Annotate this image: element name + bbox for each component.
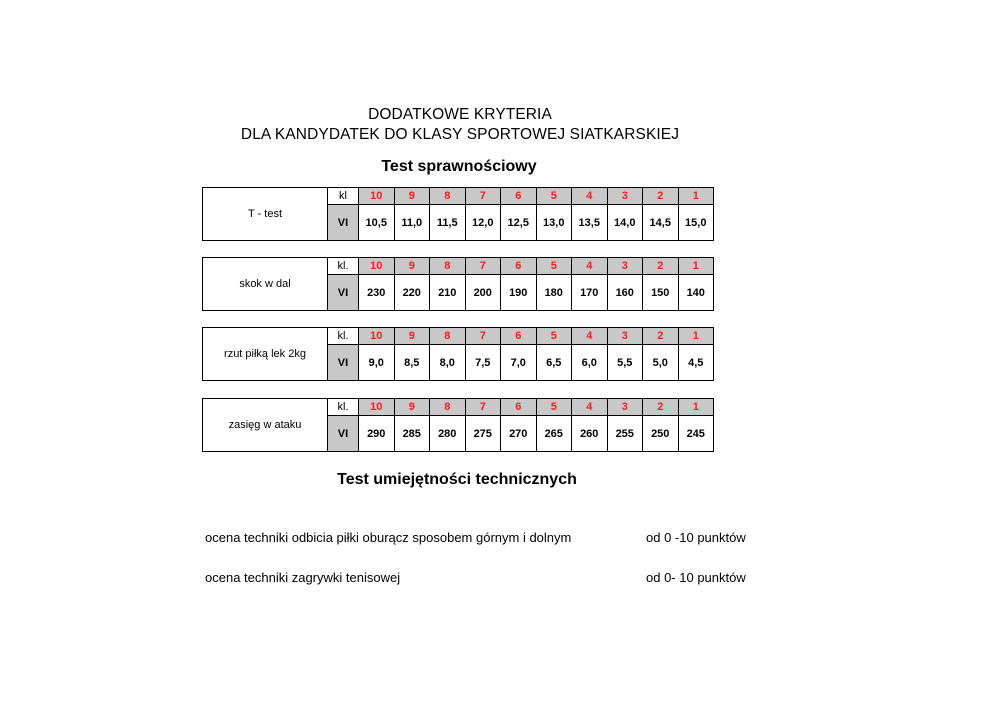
score-cell: 3 — [607, 258, 643, 275]
score-cell: 7 — [465, 188, 501, 205]
threshold-value: 290 — [359, 416, 395, 452]
score-cell: 4 — [572, 188, 608, 205]
score-cell: 4 — [572, 399, 608, 416]
threshold-value: 13,5 — [572, 205, 608, 241]
threshold-value: 200 — [465, 275, 501, 311]
test-name: rzut piłką lek 2kg — [203, 328, 328, 381]
score-cell: 2 — [643, 188, 679, 205]
test-table-rzut-pilka — [202, 327, 714, 381]
threshold-value: 275 — [465, 416, 501, 452]
score-cell: 4 — [572, 258, 608, 275]
score-cell: 10 — [359, 399, 395, 416]
score-cell: 1 — [678, 328, 714, 345]
score-cell: 6 — [501, 328, 537, 345]
test-name: T - test — [203, 188, 328, 241]
class-value: VI — [328, 416, 359, 452]
score-cell: 9 — [394, 188, 430, 205]
class-header: kl. — [328, 258, 359, 275]
threshold-value: 5,0 — [643, 345, 679, 381]
class-header: kl. — [328, 399, 359, 416]
test-table-skok-w-dal — [202, 257, 714, 311]
threshold-value: 6,5 — [536, 345, 572, 381]
threshold-value: 7,0 — [501, 345, 537, 381]
threshold-value: 180 — [536, 275, 572, 311]
score-cell: 8 — [430, 399, 466, 416]
threshold-value: 210 — [430, 275, 466, 311]
threshold-value: 230 — [359, 275, 395, 311]
test-table-t-test — [202, 187, 714, 241]
score-cell: 8 — [430, 258, 466, 275]
threshold-value: 140 — [678, 275, 714, 311]
threshold-value: 255 — [607, 416, 643, 452]
score-cell: 5 — [536, 258, 572, 275]
threshold-value: 8,5 — [394, 345, 430, 381]
threshold-value: 6,0 — [572, 345, 608, 381]
threshold-value: 170 — [572, 275, 608, 311]
score-cell: 7 — [465, 258, 501, 275]
threshold-value: 270 — [501, 416, 537, 452]
threshold-value: 265 — [536, 416, 572, 452]
class-header: kl — [328, 188, 359, 205]
threshold-value: 12,0 — [465, 205, 501, 241]
threshold-value: 7,5 — [465, 345, 501, 381]
threshold-value: 285 — [394, 416, 430, 452]
class-value: VI — [328, 275, 359, 311]
score-cell: 1 — [678, 258, 714, 275]
skill-criterion-range: od 0 -10 punktów — [646, 530, 746, 545]
class-value: VI — [328, 345, 359, 381]
score-cell: 5 — [536, 188, 572, 205]
threshold-value: 260 — [572, 416, 608, 452]
skill-criterion-range: od 0- 10 punktów — [646, 570, 746, 585]
threshold-value: 13,0 — [536, 205, 572, 241]
skill-criterion-label: ocena techniki odbicia piłki oburącz sposobem górnym i dolnym — [205, 530, 572, 545]
threshold-value: 8,0 — [430, 345, 466, 381]
threshold-value: 190 — [501, 275, 537, 311]
threshold-value: 15,0 — [678, 205, 714, 241]
score-cell: 7 — [465, 399, 501, 416]
score-cell: 7 — [465, 328, 501, 345]
score-cell: 10 — [359, 258, 395, 275]
document-title-line-1: DODATKOWE KRYTERIA — [368, 106, 552, 123]
score-cell: 2 — [643, 399, 679, 416]
threshold-value: 245 — [678, 416, 714, 452]
threshold-value: 14,0 — [607, 205, 643, 241]
threshold-value: 14,5 — [643, 205, 679, 241]
score-cell: 8 — [430, 328, 466, 345]
score-cell: 1 — [678, 188, 714, 205]
score-cell: 4 — [572, 328, 608, 345]
score-cell: 6 — [501, 188, 537, 205]
score-cell: 9 — [394, 258, 430, 275]
score-cell: 5 — [536, 328, 572, 345]
skills-test-heading: Test umiejętności technicznych — [337, 471, 577, 488]
threshold-value: 4,5 — [678, 345, 714, 381]
score-cell: 10 — [359, 188, 395, 205]
score-cell: 5 — [536, 399, 572, 416]
threshold-value: 220 — [394, 275, 430, 311]
threshold-value: 11,0 — [394, 205, 430, 241]
score-cell: 9 — [394, 399, 430, 416]
score-cell: 3 — [607, 328, 643, 345]
threshold-value: 11,5 — [430, 205, 466, 241]
score-cell: 2 — [643, 258, 679, 275]
score-cell: 6 — [501, 399, 537, 416]
test-name: skok w dal — [203, 258, 328, 311]
threshold-value: 12,5 — [501, 205, 537, 241]
fitness-test-heading: Test sprawnościowy — [381, 158, 537, 175]
threshold-value: 150 — [643, 275, 679, 311]
score-cell: 3 — [607, 399, 643, 416]
score-cell: 6 — [501, 258, 537, 275]
threshold-value: 160 — [607, 275, 643, 311]
score-cell: 8 — [430, 188, 466, 205]
score-cell: 2 — [643, 328, 679, 345]
test-name: zasięg w ataku — [203, 399, 328, 452]
score-cell: 1 — [678, 399, 714, 416]
skill-criterion-label: ocena techniki zagrywki tenisowej — [205, 570, 401, 585]
class-value: VI — [328, 205, 359, 241]
test-table-zasieg-w-ataku — [202, 398, 714, 452]
threshold-value: 10,5 — [359, 205, 395, 241]
threshold-value: 9,0 — [359, 345, 395, 381]
threshold-value: 280 — [430, 416, 466, 452]
threshold-value: 5,5 — [607, 345, 643, 381]
class-header: kl. — [328, 328, 359, 345]
threshold-value: 250 — [643, 416, 679, 452]
score-cell: 3 — [607, 188, 643, 205]
score-cell: 9 — [394, 328, 430, 345]
score-cell: 10 — [359, 328, 395, 345]
document-title-line-2: DLA KANDYDATEK DO KLASY SPORTOWEJ SIATKARSKIEJ — [240, 126, 680, 143]
